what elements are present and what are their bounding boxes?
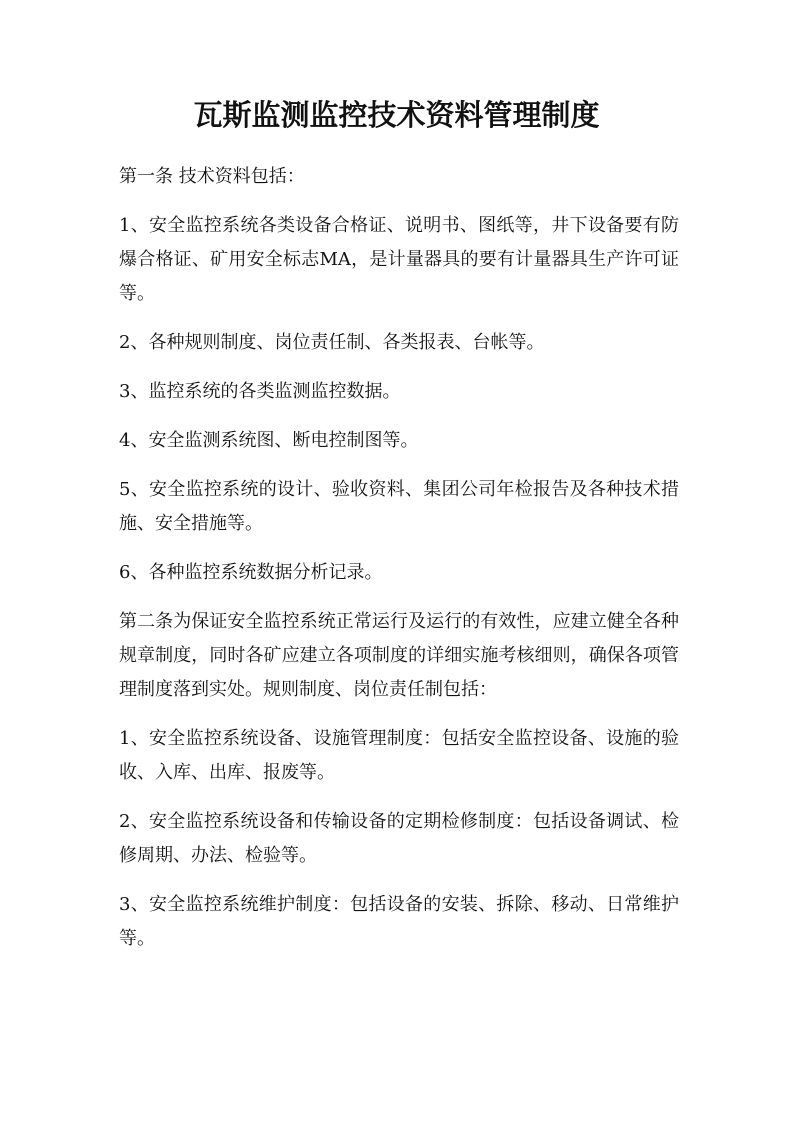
paragraph-item-1: 1、安全监控系统各类设备合格证、说明书、图纸等，井下设备要有防爆合格证、矿用安全标志MA，是计量器具的要有计量器具生产许可证等。 [119,215,679,304]
paragraph-article-1: 第一条 技术资料包括： [119,166,305,187]
document-title: 瓦斯监测监控技术资料管理制度 [193,98,600,132]
paragraph-item-6: 6、各种监控系统数据分析记录。 [119,562,383,583]
paragraph-item-5: 5、安全监控系统的设计、验收资料、集团公司年检报告及各种技术措施、安全措施等。 [119,479,679,534]
paragraph-rule-1: 1、安全监控系统设备、设施管理制度：包括安全监控设备、设施的验收、入库、出库、报废等。 [119,728,679,783]
paragraph-item-2: 2、各种规则制度、岗位责任制、各类报表、台帐等。 [119,332,545,353]
paragraph-item-3: 3、监控系统的各类监测监控数据。 [119,381,401,402]
document-body [119,160,679,971]
paragraph-item-4: 4、安全监测系统图、断电控制图等。 [119,430,419,451]
paragraph-rule-2: 2、安全监控系统设备和传输设备的定期检修制度：包括设备调试、检修周期、办法、检验等。 [119,811,679,866]
paragraph-article-2: 第二条为保证安全监控系统正常运行及运行的有效性，应建立健全各种规章制度，同时各矿应建立各项制度的详细实施考核细则，确保各项管理制度落到实处。规则制度、岗位责任制包括： [119,611,679,700]
paragraph-rule-3: 3、安全监控系统维护制度：包括设备的安装、拆除、移动、日常维护等。 [119,894,679,949]
